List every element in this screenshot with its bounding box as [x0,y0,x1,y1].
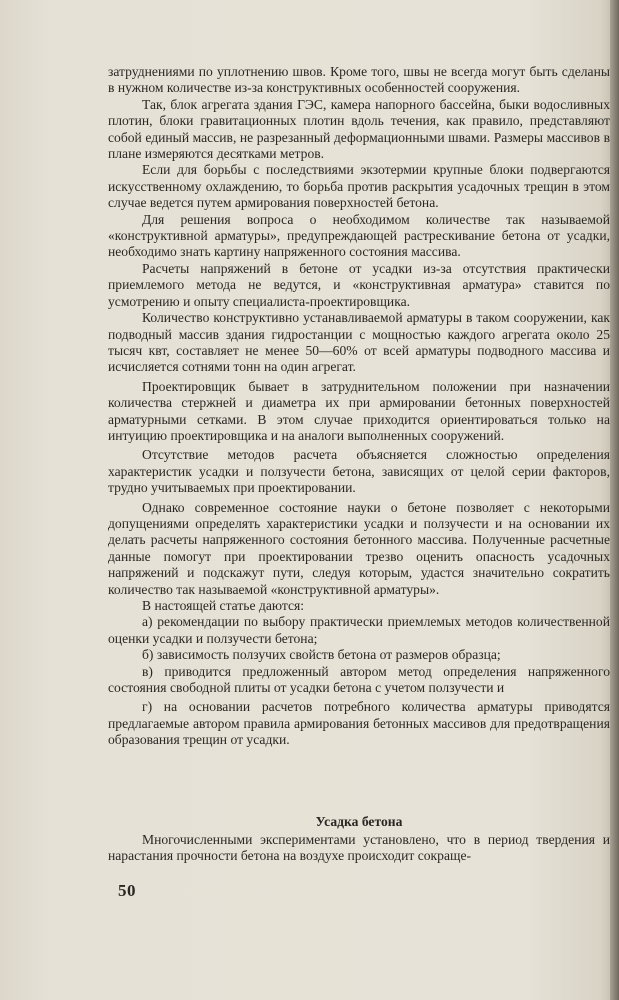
list-item: б) зависимость ползучих свойств бетона от размеров образца; [142,647,501,663]
page-number: 50 [118,881,136,900]
paragraph: Отсутствие методов расчета объясняется сложностью определения характеристик усадки и ползучести бетона, зависящих от целой серии факторов, трудно учитываемых при проектировании. [108,447,610,496]
list-item: а) рекомендации по выбору практически приемлемых методов количественной оценки усадки и ползучести бетона; [108,614,610,646]
paragraph: Количество конструктивно устанавливаемой арматуры в таком сооружении, как подводный массив здания гидростанции с мощностью каждого агрегата около 25 тысяч квт, составляет не менее 50—60% от всей арматуры подводного массива и исчисляется сотнями тонн на один агрегат. [108,310,610,375]
paragraph: Однако современное состояние науки о бетоне позволяет с некоторыми допущениями определять характеристики усадки и ползучести и на основании их делать расчеты напряженного состояния бетонного массива. Полученные расчетные данные помогут при проектировании трезво оценить опасность усадочных напряжений и подскажут пути, следуя которым, удастся значительно сократить количество так называемой «конструктивной арматуры». [108,499,610,597]
paragraph: Если для борьбы с последствиями экзотермии крупные блоки подвергаются искусственному охлаждению, то борьба против раскрытия усадочных трещин в этом случае ведется путем армирования поверхностей бетона. [108,162,610,211]
body-text-continued [108,832,610,865]
paragraph: Так, блок агрегата здания ГЭС, камера напорного бассейна, быки водосливных плотин, блоки гравитационных плотин вдоль течения, как правило, представляют собой единый массив, не разрезанный деформационными швами. Размеры массивов в плане измеряются десятками метров. [108,96,610,162]
list-item: г) на основании расчетов потребного количества арматуры приводятся предлагаемые автором правила армирования бетонных массивов для предотвращения образования трещин от усадки. [108,699,610,748]
paragraph: Проектировщик бывает в затруднительном положении при назначении количества стержней и диаметра их при армировании бетонных поверхностей арматурными сетками. В этом случае приходится ориентироваться только на интуицию проектировщика и на аналоги выполненных сооружений. [108,378,610,443]
section-heading: Усадка бетона [315,814,403,829]
paragraph: Многочисленными экспериментами установлено, что в период твердения и нарастания прочности бетона на воздухе происходит сокраще- [108,832,610,864]
paragraph: затруднениями по уплотнению швов. Кроме того, швы не всегда могут быть сделаны в нужном количестве из-за конструктивных особенностей сооружения. [108,64,610,96]
paragraph: Для решения вопроса о необходимом количестве так называемой «конструктивной арматуры», предупреждающей растрескивание бетона от усадки, необходимо знать картину напряженного состояния массива. [108,211,610,260]
book-gutter [610,0,619,1000]
paragraph: В настоящей статье даются: [142,598,305,613]
paragraph: Расчеты напряжений в бетоне от усадки из-за отсутствия практически приемлемого метода не ведутся, и «конструктивная арматура» ставится по усмотрению и опыту специалиста-проектировщика. [108,260,610,309]
list-item: в) приводится предложенный автором метод определения напряженного состояния свободной плиты от усадки бетона с учетом ползучести и [108,663,610,696]
body-text [108,64,610,749]
